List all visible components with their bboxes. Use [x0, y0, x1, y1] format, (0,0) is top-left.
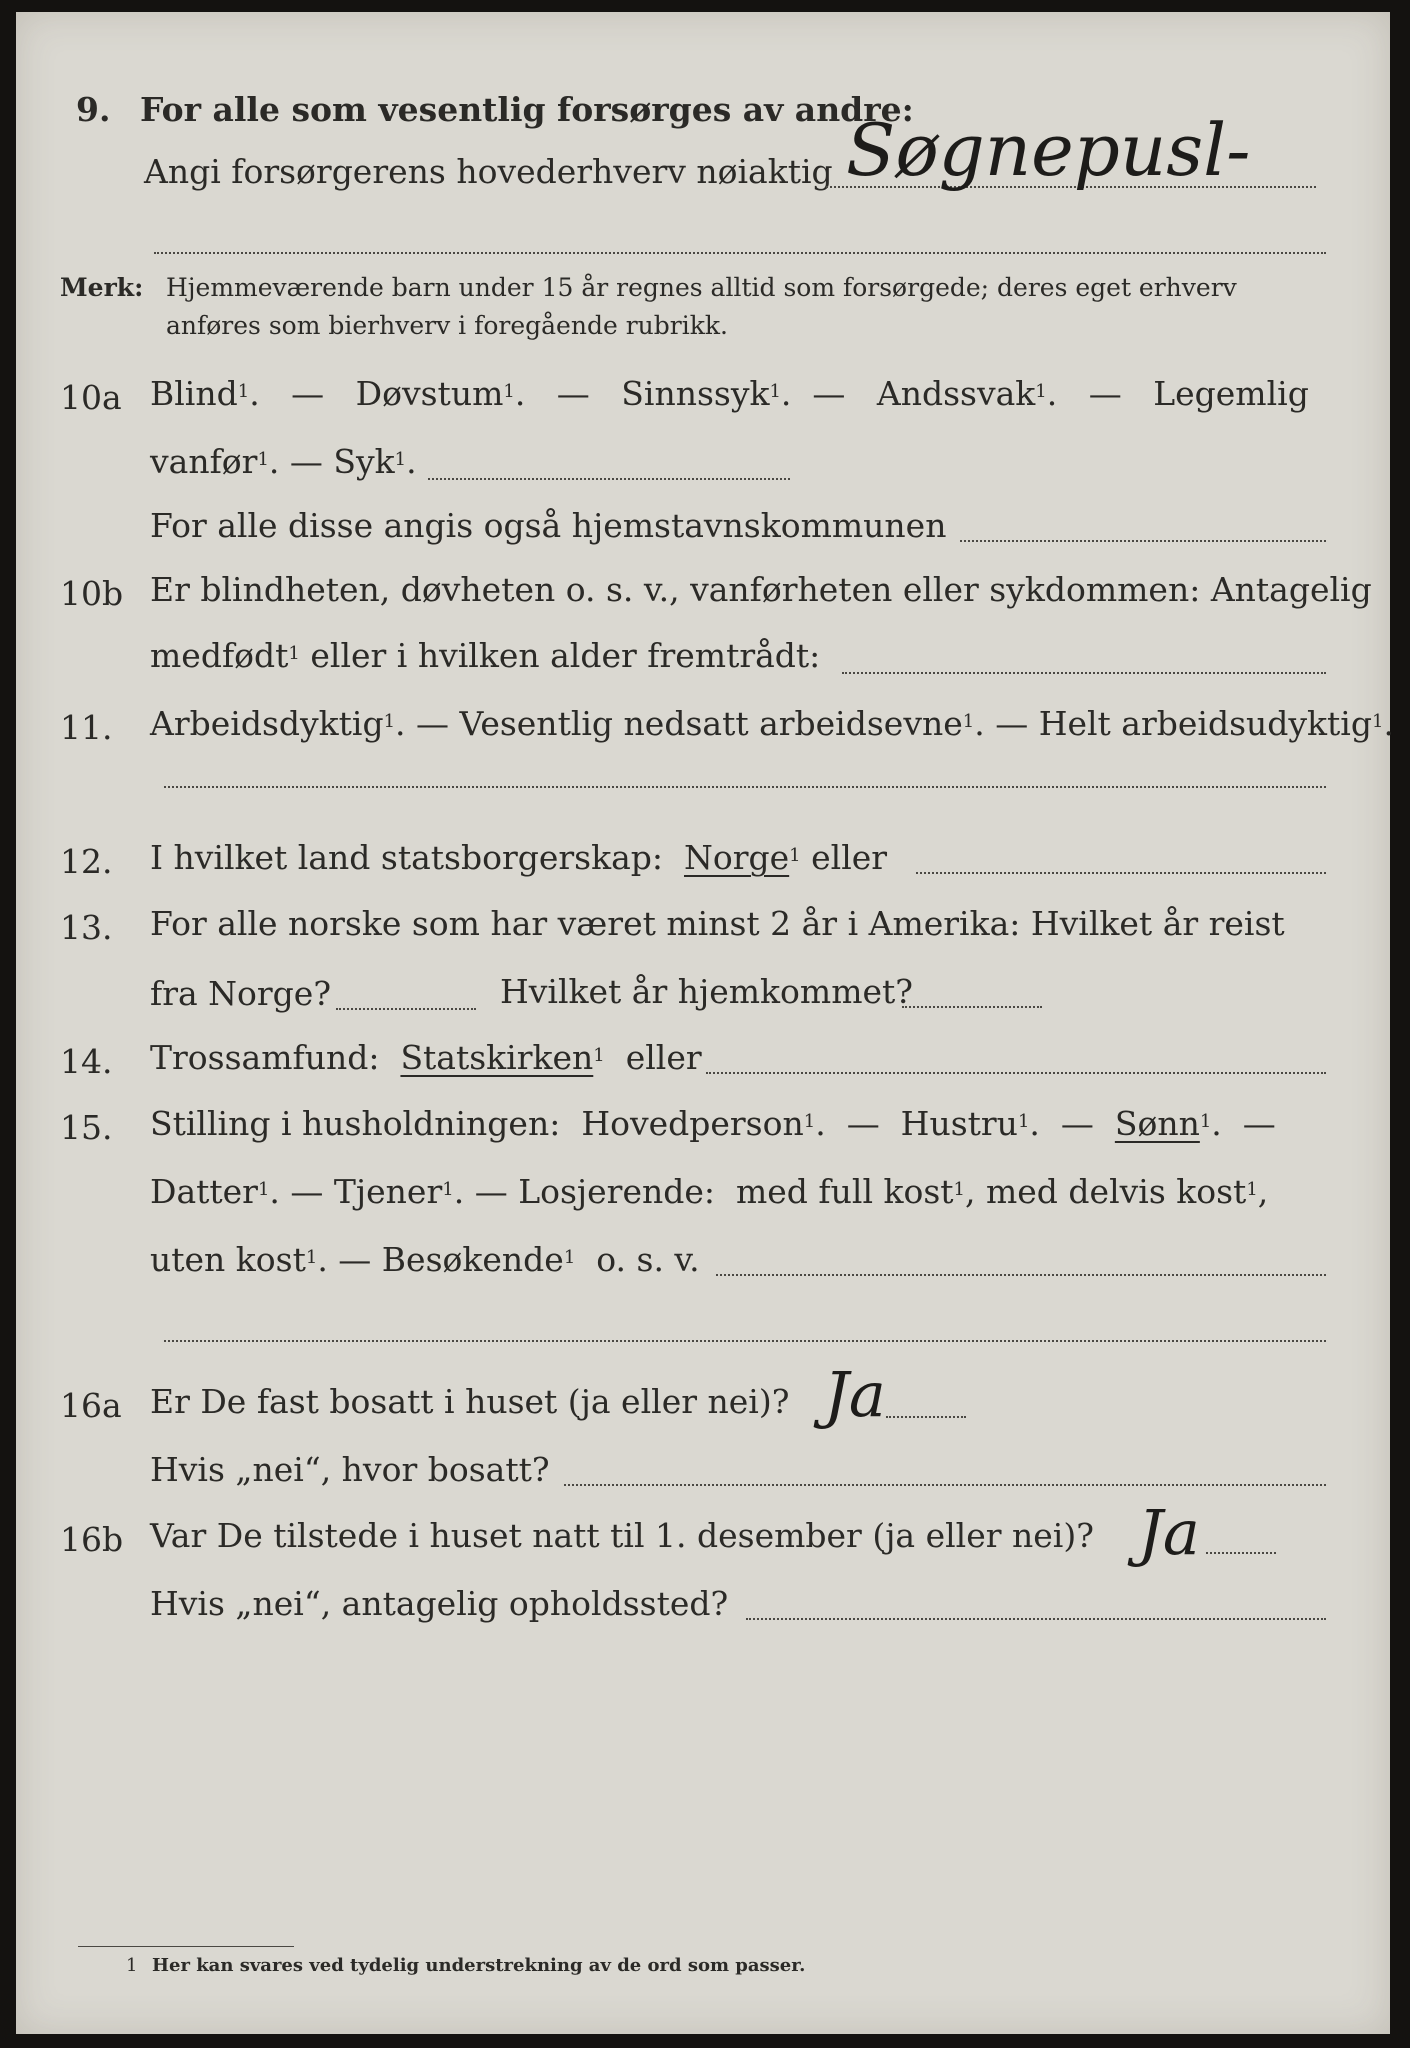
medfodt-option: medfødt [150, 636, 289, 675]
q16b-answer-line [1206, 1552, 1276, 1554]
q12-answer-line [916, 872, 1326, 874]
hovedperson-option: Hovedperson [581, 1104, 804, 1143]
q11-number: 11. [60, 708, 113, 747]
syk-option: Syk [333, 442, 395, 481]
dovstum-option: Døvstum [355, 374, 504, 413]
q10a-line1: Blind$^1$. — Døvstum$^1$. — Sinnssyk$^1$. — Andssvak$^1$. — Legemlig [150, 374, 1309, 413]
delvis-kost-option: med delvis kost [985, 1172, 1247, 1211]
q16a-handwritten-answer: Ja [824, 1358, 886, 1431]
besokende-option: Besøkende [381, 1240, 564, 1279]
norge-option: Norge [684, 838, 790, 877]
q14-line: Trossamfund: Statskirken$^1$ eller [150, 1038, 702, 1077]
q15-line2: Datter$^1$. — Tjener$^1$. — Losjerende: med full kost$^1$, med delvis kost$^1$, [150, 1172, 1269, 1211]
q15-answer-line [716, 1274, 1326, 1276]
q16a-number: 16a [60, 1386, 122, 1425]
merk-label: Merk: [60, 273, 144, 302]
q10b-answer-line [842, 672, 1326, 674]
q10a-line2: vanfør$^1$. — Syk$^1$. [150, 442, 417, 481]
q16a-bosatt-line [564, 1484, 1326, 1486]
uten-kost-option: uten kost [150, 1240, 306, 1279]
q16b-line2: Hvis „nei“, antagelig opholdssted? [150, 1584, 729, 1623]
q13-reist-label: fra Norge? [150, 974, 332, 1013]
q16b-number: 16b [60, 1520, 124, 1559]
q15-line1: Stilling i husholdningen: Hovedperson$^1$. — Hustru$^1$. — Sønn$^1$. — [150, 1104, 1276, 1143]
q14-answer-line [706, 1072, 1326, 1074]
vanfor-option: vanfør [150, 442, 258, 481]
q16b-handwritten-answer: Ja [1138, 1496, 1200, 1569]
q13-line1: For alle norske som har været minst 2 år i Amerika: Hvilket år reist [150, 904, 1285, 943]
q9-question-line2: Angi forsørgerens hovederhverv nøiaktig [144, 152, 833, 191]
andssvak-option: Andssvak [876, 374, 1036, 413]
full-kost-option: med full kost [735, 1172, 954, 1211]
hustru-option: Hustru [900, 1104, 1018, 1143]
q16a-line1: Er De fast bosatt i huset (ja eller nei)? [150, 1382, 790, 1421]
q9-answer-line-2 [154, 252, 1326, 254]
q15-number: 15. [60, 1108, 113, 1147]
merk-text-line2: anføres som bierhverv i foregående rubrikk. [166, 311, 728, 340]
q14-number: 14. [60, 1042, 113, 1081]
arbeidsdyktig-option: Arbeidsdyktig [150, 704, 384, 743]
q16b-opholdssted-line [746, 1618, 1326, 1620]
q16a-line2: Hvis „nei“, hvor bosatt? [150, 1450, 550, 1489]
q13-hjemkommet-label: Hvilket år hjemkommet? [500, 972, 913, 1011]
tjener-option: Tjener [333, 1172, 443, 1211]
q12-number: 12. [60, 842, 113, 881]
datter-option: Datter [150, 1172, 258, 1211]
udyktig-option: Helt arbeidsudyktig [1038, 704, 1372, 743]
q9-number: 9. [76, 90, 111, 129]
q10b-line2: medfødt$^1$ eller i hvilken alder fremtrådt: [150, 636, 821, 675]
q16b-line1: Var De tilstede i huset natt til 1. desember (ja eller nei)? [150, 1516, 1094, 1555]
q10a-line3: For alle disse angis også hjemstavnskommunen [150, 506, 947, 545]
footnote-text: Her kan svares ved tydelig understrekning av de ord som passer. [152, 1955, 806, 1976]
sonn-option: Sønn [1114, 1104, 1200, 1143]
q13-hjemkommet-line [902, 1006, 1042, 1008]
q15-answer-line-2 [164, 1340, 1326, 1342]
sinnssyk-option: Sinnssyk [621, 374, 770, 413]
q13-reist-line [336, 1008, 476, 1010]
q9-question: For alle som vesentlig forsørges av andre: [140, 90, 914, 129]
legemlig-option: Legemlig [1153, 374, 1309, 413]
q11-line: Arbeidsdyktig$^1$. — Vesentlig nedsatt arbeidsevne$^1$. — Helt arbeidsudyktig$^1$. [150, 704, 1394, 743]
q12-line: I hvilket land statsborgerskap: Norge$^1$ eller [150, 838, 888, 877]
blind-option: Blind [150, 374, 238, 413]
q10a-number: 10a [60, 378, 122, 417]
q11-answer-line [164, 786, 1326, 788]
q10a-syk-line [428, 478, 790, 480]
q15-line3: uten kost$^1$. — Besøkende$^1$ o. s. v. [150, 1240, 700, 1279]
q16a-answer-line [886, 1416, 966, 1418]
nedsatt-option: Vesentlig nedsatt arbeidsevne [459, 704, 963, 743]
q10a-hjemstavn-line [960, 540, 1326, 542]
q10b-number: 10b [60, 574, 124, 613]
statskirken-option: Statskirken [400, 1038, 594, 1077]
q9-handwritten-answer: Søgnepusl- [846, 108, 1251, 192]
q13-number: 13. [60, 908, 113, 947]
census-form-page [16, 12, 1394, 2034]
footnote-mark: 1 [126, 1955, 138, 1976]
merk-text-line1: Hjemmeværende barn under 15 år regnes alltid som forsørgede; deres eget erhverv [166, 273, 1237, 302]
q10b-line1: Er blindheten, døvheten o. s. v., vanførheten eller sykdommen: Antagelig [150, 570, 1372, 609]
footnote-rule [78, 1946, 294, 1947]
